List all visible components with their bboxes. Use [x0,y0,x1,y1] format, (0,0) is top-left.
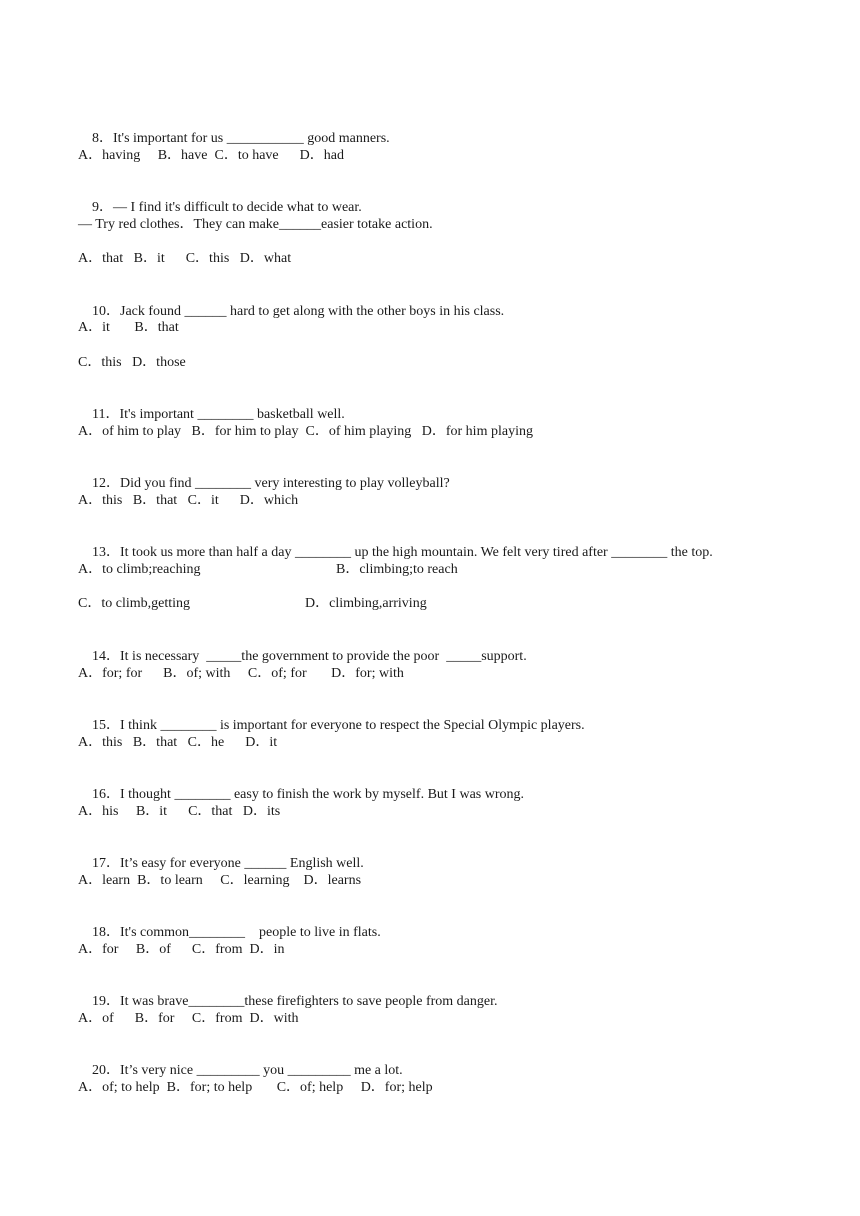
question-number: 17． [92,856,120,871]
question-stem: I thought ________ easy to finish the work by myself. But I was wrong. [120,787,525,802]
question-number: 9． [92,200,113,215]
question-number: 10． [92,304,120,319]
question-stem: — I find it's difficult to decide what to wear. [113,200,362,215]
question-10-options-ab: A．it B．that [78,320,179,335]
option-a: A．to climb;reaching [78,562,201,577]
question-number: 20． [92,1063,120,1078]
option-d: D．climbing,arriving [305,596,427,611]
question-14-options: A．for; for B．of; with C．of; for D．for; with [78,666,404,681]
question-stem: It was brave________these firefighters to save people from danger. [120,994,498,1009]
question-15-options: A．this B．that C．he D．it [78,735,278,750]
question-stem: It’s very nice _________ you _________ me a lot. [120,1063,403,1078]
question-9-response: — Try red clothes．They can make______easier totake action. [78,217,433,232]
question-number: 11． [92,407,120,422]
question-16-options: A．his B．it C．that D．its [78,804,281,819]
question-number: 13． [92,545,120,560]
question-number: 8． [92,131,113,146]
question-number: 15． [92,718,120,733]
question-number: 19． [92,994,120,1009]
question-number: 18． [92,925,120,940]
question-10-options-cd: C．this D．those [78,355,186,370]
question-stem: It’s easy for everyone ______ English well. [120,856,364,871]
question-number: 14． [92,649,120,664]
question-stem: It's important ________ basketball well. [119,407,345,422]
question-number: 16． [92,787,120,802]
question-stem: Did you find ________ very interesting to play volleyball? [120,476,450,491]
question-stem: It's important for us ___________ good manners. [113,131,390,146]
question-stem: It took us more than half a day ________ up the high mountain. We felt very tired after ________ the top. [120,545,713,560]
question-8-options: A．having B．have C．to have D．had [78,148,344,163]
question-19-options: A．of B．for C．from D．with [78,1011,299,1026]
option-b: B．climbing;to reach [336,562,458,577]
question-stem: It is necessary _____the government to provide the poor _____support. [120,649,527,664]
option-c: C．to climb,getting [78,596,190,611]
question-12-options: A．this B．that C．it D．which [78,493,299,508]
question-18-options: A．for B．of C．from D．in [78,942,285,957]
question-9-options: A．that B．it C．this D．what [78,251,292,266]
question-stem: It's common________ people to live in flats. [120,925,381,940]
question-20-options: A．of; to help B．for; to help C．of; help D．for; help [78,1080,433,1095]
question-11-options: A．of him to play B．for him to play C．of him playing D．for him playing [78,424,533,439]
question-17-options: A．learn B．to learn C．learning D．learns [78,873,362,888]
question-stem: Jack found ______ hard to get along with the other boys in his class. [120,304,505,319]
question-stem: I think ________ is important for everyone to respect the Special Olympic players. [120,718,585,733]
question-number: 12． [92,476,120,491]
